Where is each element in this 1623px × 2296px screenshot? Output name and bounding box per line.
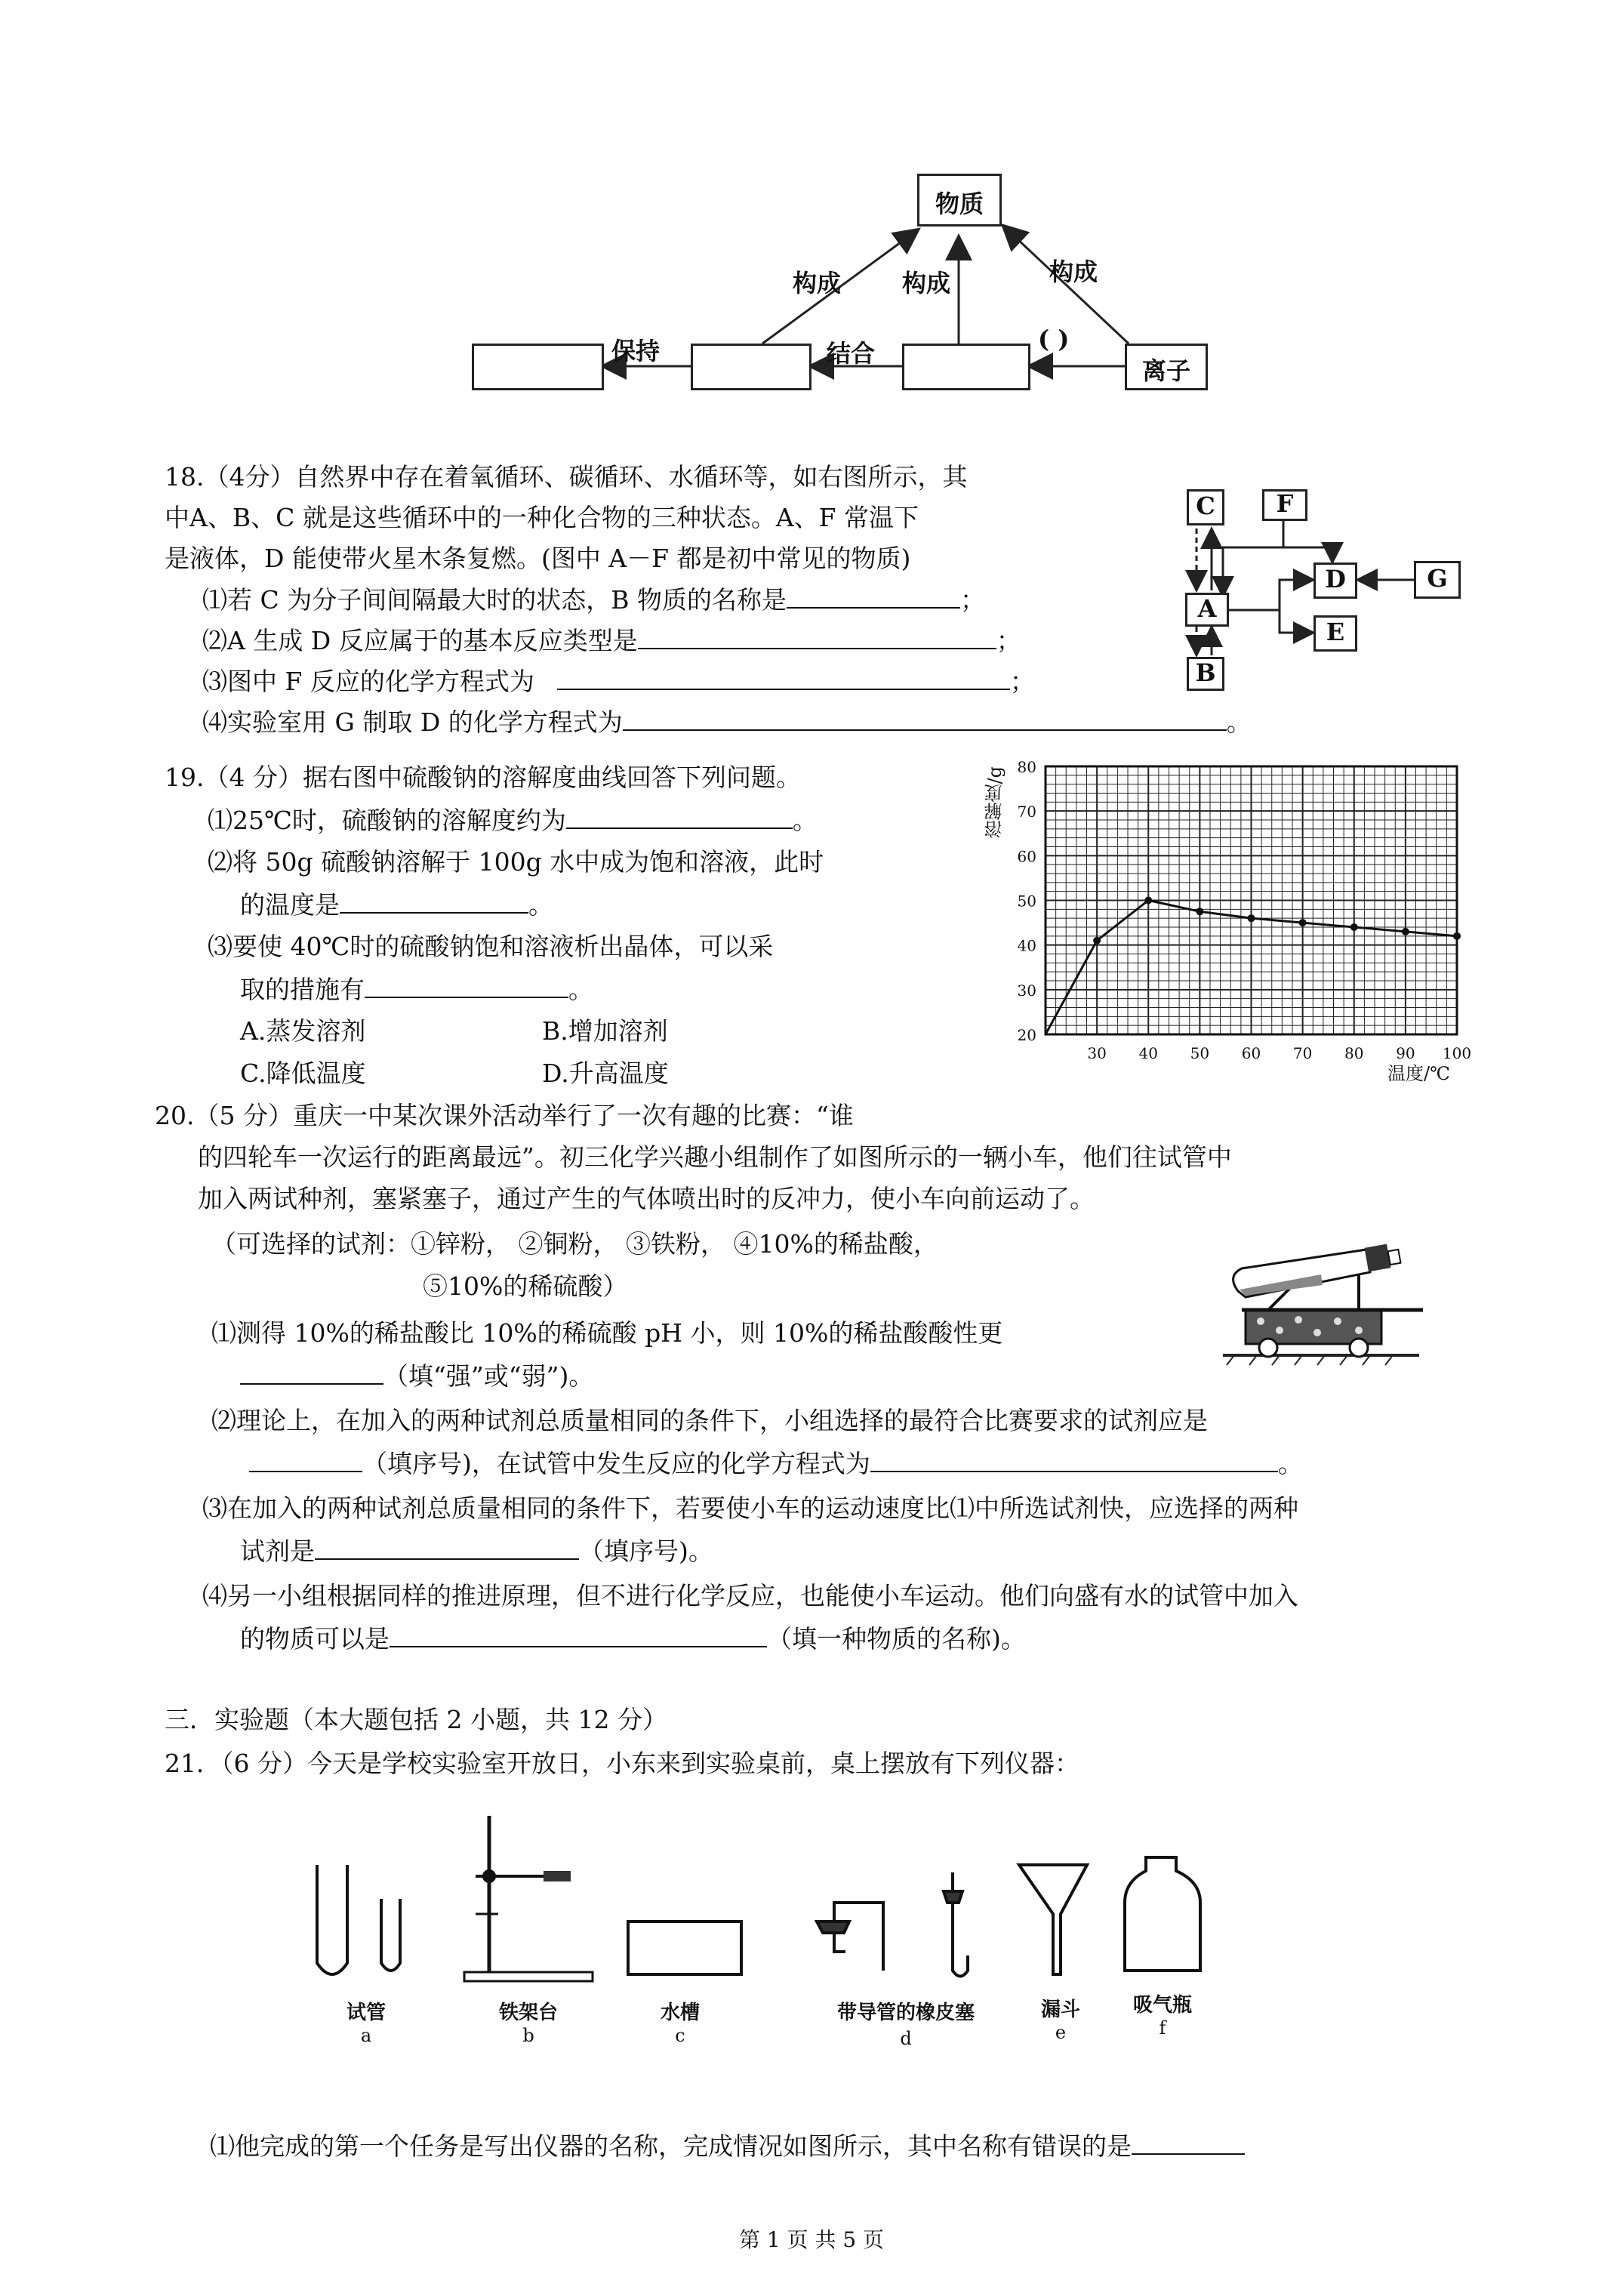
x-tick-label: 50 bbox=[1190, 1044, 1210, 1062]
q18-line3: 是液体，D 能使带火星木条复燃。(图中 A－F 都是初中常见的物质) bbox=[165, 544, 911, 573]
compose-label-middle: 构成 bbox=[902, 269, 951, 297]
q19-sub2-end: 。 bbox=[528, 890, 553, 920]
q18-sub4-text: ⑷实验室用 G 制取 D 的化学方程式为 bbox=[202, 707, 623, 737]
y-tick-label: 70 bbox=[1017, 803, 1036, 821]
q19-option-C: C.降低温度 bbox=[240, 1059, 366, 1088]
q20-line1: 20.（5 分）重庆一中某次课外活动举行了一次有趣的比赛：“谁 bbox=[155, 1101, 854, 1130]
q19-sub3b-text: 取的措施有 bbox=[240, 975, 365, 1004]
compose-label-left: 构成 bbox=[793, 269, 842, 297]
q20-line2: 的四轮车一次运行的距离最远”。初三化学兴趣小组制作了如图所示的一辆小车，他们往试管中 bbox=[198, 1142, 1232, 1172]
ion-label: 离子 bbox=[1141, 356, 1190, 385]
q20-line3: 加入两试种剂，塞紧塞子，通过产生的气体喷出时的反冲力，使小车向前运动了。 bbox=[198, 1184, 1095, 1213]
q19-sub1-text: ⑴25℃时，硫酸钠的溶解度约为 bbox=[208, 806, 566, 835]
label-c-name: 水槽 bbox=[660, 2002, 700, 2024]
q19-sub2b-text: 的温度是 bbox=[240, 890, 340, 920]
q20-sub2-end: 。 bbox=[1277, 1449, 1303, 1478]
y-tick-label: 50 bbox=[1017, 892, 1036, 911]
q18-line2: 中A、B、C 就是这些循环中的一种化合物的三种状态。A、F 常温下 bbox=[165, 503, 919, 532]
node-F: F bbox=[1276, 489, 1294, 518]
test-tube-large-icon bbox=[317, 1865, 347, 1974]
q20-sub2b-text: （填序号)，在试管中发生反应的化学方程式为 bbox=[362, 1449, 870, 1478]
label-b-name: 铁架台 bbox=[498, 2002, 558, 2024]
label-a-letter: a bbox=[360, 2025, 372, 2046]
y-tick-label: 60 bbox=[1017, 847, 1036, 866]
q18-sub1-text: ⑴若 C 为分子间间隔最大时的状态，B 物质的名称是 bbox=[202, 585, 787, 615]
q18-sub3-text: ⑶图中 F 反应的化学方程式为 bbox=[202, 667, 534, 696]
x-tick-label: 40 bbox=[1138, 1044, 1158, 1062]
q20-sub3a: ⑶在加入的两种试剂总质量相同的条件下，若要使小车的运动速度比⑴中所选试剂快，应选择的两种 bbox=[202, 1493, 1298, 1523]
y-tick-label: 30 bbox=[1017, 981, 1036, 1000]
node-A: A bbox=[1197, 594, 1217, 623]
chart-ylabel: 溶解度/g bbox=[984, 766, 1006, 839]
page-footer: 第 1 页 共 5 页 bbox=[738, 2227, 885, 2252]
matter-label: 物质 bbox=[935, 190, 984, 218]
label-c-letter: c bbox=[675, 2025, 685, 2046]
chart-xlabel: 温度/℃ bbox=[1387, 1063, 1450, 1084]
x-tick-label: 60 bbox=[1241, 1044, 1261, 1062]
x-tick-label: 100 bbox=[1442, 1044, 1472, 1062]
q18-sub4-end: 。 bbox=[1226, 707, 1252, 737]
rubber-stopper-tube-icon bbox=[817, 1872, 968, 1977]
q19-line1: 19.（4 分）据右图中硫酸钠的溶解度曲线回答下列问题。 bbox=[165, 763, 801, 792]
label-e-name: 漏斗 bbox=[1040, 1999, 1080, 2021]
test-tube-small-icon bbox=[381, 1899, 400, 1971]
label-d-name: 带导管的橡皮塞 bbox=[836, 2002, 975, 2024]
label-f-name: 吸气瓶 bbox=[1132, 1994, 1192, 2017]
x-tick-label: 80 bbox=[1344, 1044, 1364, 1062]
q21-sub1 bbox=[210, 2131, 1245, 2162]
q21-blank1[interactable] bbox=[1132, 2131, 1245, 2155]
label-a-name: 试管 bbox=[346, 2002, 386, 2024]
iron-stand-icon bbox=[464, 1816, 593, 1981]
combine-label: 结合 bbox=[827, 339, 876, 368]
q20-line5: ⑤10%的稀硫酸） bbox=[423, 1271, 628, 1301]
q19-sub2a: ⑵将 50g 硫酸钠溶解于 100g 水中成为饱和溶液，此时 bbox=[208, 847, 824, 877]
q18-sub2-end: ； bbox=[996, 626, 1021, 655]
q18-sub2-text: ⑵A 生成 D 反应属于的基本反应类型是 bbox=[202, 626, 638, 655]
q19-sub3-end: 。 bbox=[568, 975, 593, 1004]
label-f-letter: f bbox=[1159, 2017, 1166, 2039]
section3-title: 三．实验题（本大题包括 2 小题，共 12 分） bbox=[165, 1705, 667, 1734]
node-C: C bbox=[1196, 492, 1215, 520]
x-tick-label: 30 bbox=[1087, 1044, 1107, 1062]
x-tick-label: 90 bbox=[1396, 1044, 1415, 1062]
q18-line1: 18.（4分）自然界中存在着氧循环、碳循环、水循环等，如右图所示，其 bbox=[165, 462, 968, 492]
label-e-letter: e bbox=[1055, 2022, 1067, 2043]
q18-sub1-end: ； bbox=[959, 585, 985, 615]
q20-sub4b-text: 的物质可以是 bbox=[240, 1624, 390, 1653]
q19-option-A: A.蒸发溶剂 bbox=[240, 1016, 366, 1046]
q19-option-B: B.增加溶剂 bbox=[542, 1016, 668, 1046]
water-trough-icon bbox=[628, 1922, 741, 1974]
q20-sub4c-text: （填一种物质的名称)。 bbox=[767, 1624, 1026, 1653]
x-tick-label: 70 bbox=[1292, 1044, 1313, 1062]
q21-line1: 21．（6 分）今天是学校实验室开放日，小东来到实验桌前，桌上摆放有下列仪器： bbox=[165, 1749, 1079, 1778]
node-G: G bbox=[1427, 564, 1448, 593]
label-d-letter: d bbox=[900, 2028, 912, 2049]
q20-line4: （可选择的试剂：①锌粉， ②铜粉， ③铁粉， ④10%的稀盐酸， bbox=[211, 1229, 938, 1259]
q19-sub3a: ⑶要使 40℃时的硫酸钠饱和溶液析出晶体，可以采 bbox=[208, 932, 774, 961]
paren-label: ( ) bbox=[1038, 325, 1070, 353]
q20-sub3b-text: 试剂是 bbox=[240, 1536, 315, 1566]
label-b-letter: b bbox=[522, 2025, 534, 2046]
gas-jar-icon bbox=[1125, 1857, 1200, 1971]
q20-sub4a: ⑷另一小组根据同样的推进原理，但不进行化学反应，也能使小车运动。他们向盛有水的试管中加入 bbox=[202, 1581, 1298, 1610]
q21-sub1-text: ⑴他完成的第一个任务是写出仪器的名称，完成情况如图所示，其中名称有错误的是 bbox=[210, 2131, 1132, 2161]
q20-sub1a: ⑴测得 10%的稀盐酸比 10%的稀硫酸 pH 小，则 10%的稀盐酸酸性更 bbox=[211, 1318, 1003, 1348]
q20-sub3c-text: （填序号)。 bbox=[579, 1536, 713, 1566]
q19-sub1-end: 。 bbox=[792, 806, 818, 835]
node-B: B bbox=[1195, 658, 1216, 687]
compose-label-right: 构成 bbox=[1049, 257, 1098, 286]
q18-sub3-end: ； bbox=[1009, 667, 1035, 696]
q19-option-D: D.升高温度 bbox=[542, 1059, 669, 1088]
y-tick-label: 40 bbox=[1017, 936, 1036, 955]
node-D: D bbox=[1325, 565, 1346, 593]
funnel-icon bbox=[1019, 1865, 1087, 1974]
y-tick-label: 80 bbox=[1017, 758, 1036, 776]
node-E: E bbox=[1326, 618, 1345, 646]
q20-sub2a: ⑵理论上，在加入的两种试剂总质量相同的条件下，小组选择的最符合比赛要求的试剂应是 bbox=[211, 1406, 1208, 1435]
q20-sub1b-text: （填“强”或“弱”)。 bbox=[383, 1361, 594, 1391]
maintain-label: 保持 bbox=[611, 337, 661, 365]
y-tick-label: 20 bbox=[1017, 1026, 1036, 1044]
